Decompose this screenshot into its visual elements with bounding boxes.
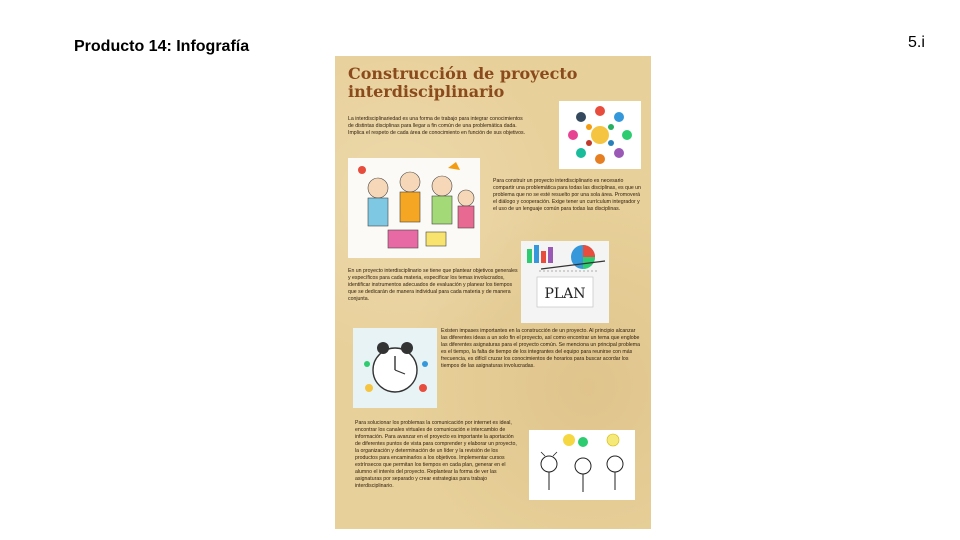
slide-number: 5.i bbox=[908, 34, 925, 51]
plan-label: PLAN bbox=[544, 286, 586, 302]
paragraph-construction: Para construir un proyecto interdisciplinario es necesario compartir una problemática para todas las disciplinas, es que un problema que no se esté resuelto por una sola área. Promoverá el diálogo y cooperación. Exige tener un currículum integrador y el uso de un lenguaje común para todas las disciplinas. bbox=[493, 178, 641, 212]
disciplines-icons-image bbox=[559, 101, 641, 169]
paragraph-solutions: Para solucionar los problemas la comunicación por internet es ideal, encontrar los canales virtuales de comunicación e intercambio de información. Para avanzar en el proyecto es importante la aportación de diferentes puntos de vista para comprender y elaborar un proyecto, la organización y determinación de un líder y la revisión de los productos para encaminarlos a los objetivos. Implementar cursos extrínsecos que permitan los tiempos en cada plan, generar en el alumno el interés del proyecto. Replantear la forma de ver las asignaturas por separado y crear estrategias para trabajo interdisciplinario. bbox=[355, 420, 517, 489]
clock-image bbox=[353, 328, 437, 408]
ideas-cartoon-image bbox=[529, 430, 635, 500]
paragraph-obstacles: Existen impases importantes en la construcción de un proyecto. Al principio alcanzar las diferentes ideas a un solo fin el proyecto, así como encontrar un tema que englobe las diferentes asignaturas para el proyecto común. Se menciona un principal problema es el tiempo, la falta de tiempo de los integrantes del equipo para reunirse con más frecuencia, es difícil cruzar los conocimientos de horarios para buscar acordar los tiempos de las asignaturas involucradas. bbox=[441, 328, 640, 369]
poster-title-line-2: interdisciplinario bbox=[348, 82, 505, 101]
paragraph-objectives: En un proyecto interdisciplinario se tiene que plantear objetivos generales y específicos para cada materia, especificar los temas involucrados, identificar instrumentos adecuados de evaluación y planear los tiempos que se dedicarán de manera individual para cada materia y de manera conjunta. bbox=[348, 268, 518, 302]
plan-charts-image bbox=[521, 241, 609, 323]
poster-title-line-1: Construcción de proyecto bbox=[348, 64, 578, 83]
infographic-poster bbox=[335, 56, 651, 529]
students-cartoon-image bbox=[348, 158, 480, 258]
slide-title: Producto 14: Infografía bbox=[74, 38, 250, 55]
poster-title bbox=[348, 65, 638, 101]
paragraph-intro: La interdisciplinariedad es una forma de trabajo para integrar conocimientos de distintas disciplinas para llegar a fin común de una problemática dada. Implica el respeto de cada área de conocimiento en función de sus objetivos. bbox=[348, 116, 526, 136]
